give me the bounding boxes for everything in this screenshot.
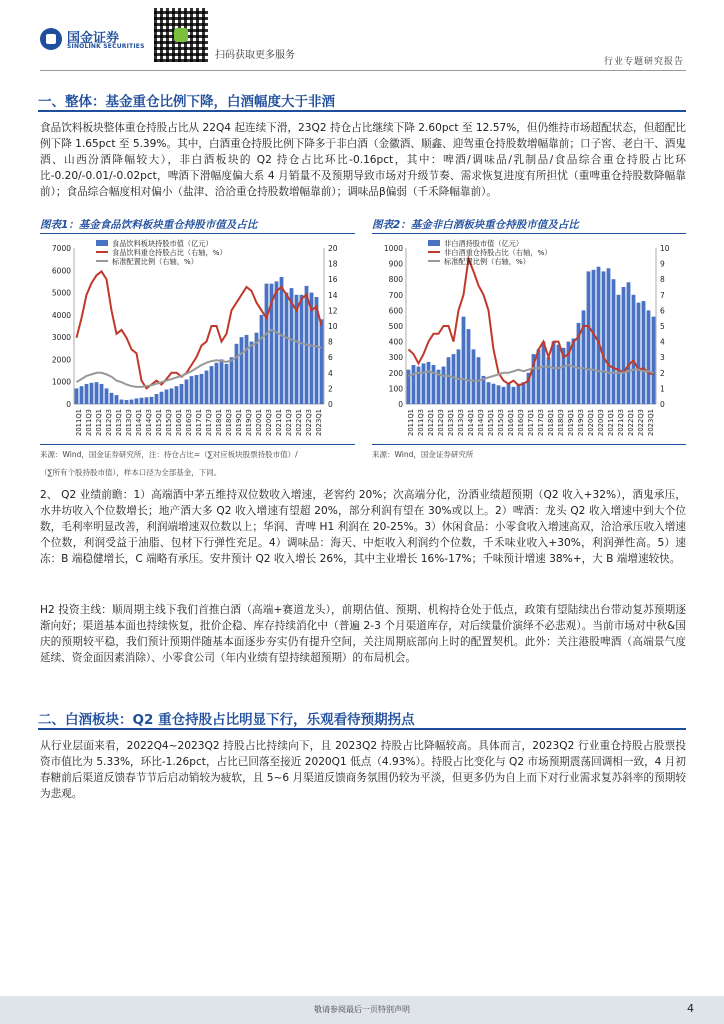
x-tick-label: 2018Q3 — [225, 409, 233, 436]
legend-label: 标准配置比例（右轴，%） — [444, 257, 530, 266]
x-tick-label: 2018Q3 — [557, 409, 565, 436]
chart-food-beverage — [38, 236, 356, 441]
y-tick-right: 18 — [328, 259, 338, 269]
x-tick-label: 2013Q1 — [115, 409, 123, 436]
legend-label: 标准配置比例（右轴，%） — [112, 257, 198, 266]
y-tick-left: 800 — [388, 275, 403, 285]
bar — [165, 390, 169, 404]
bar — [442, 367, 446, 404]
bar — [150, 397, 154, 404]
x-tick-label: 2011Q1 — [75, 409, 83, 436]
x-tick-label: 2023Q1 — [647, 409, 655, 436]
bar — [422, 363, 426, 404]
bar — [105, 388, 109, 404]
x-tick-label: 2020Q3 — [265, 409, 273, 436]
bar — [642, 301, 646, 404]
x-tick-label: 2014Q3 — [145, 409, 153, 436]
bar — [427, 362, 431, 404]
chart-non-baijiu — [370, 236, 688, 441]
y-tick-right: 1 — [660, 384, 665, 394]
x-tick-label: 2012Q1 — [427, 409, 435, 436]
x-tick-label: 2014Q1 — [467, 409, 475, 436]
legend-label: 食品饮料板块持股市值（亿元） — [112, 239, 213, 248]
x-tick-label: 2012Q1 — [95, 409, 103, 436]
logo-name-cn: 国金证券 — [67, 31, 120, 46]
bar — [622, 287, 626, 404]
bar — [462, 317, 466, 404]
x-tick-label: 2015Q1 — [487, 409, 495, 436]
y-tick-right: 0 — [328, 400, 333, 409]
legend-swatch — [96, 240, 108, 246]
bar — [280, 277, 284, 404]
bar — [130, 400, 134, 404]
x-tick-label: 2019Q3 — [577, 409, 585, 436]
x-tick-label: 2016Q3 — [185, 409, 193, 436]
bar — [522, 382, 526, 404]
y-tick-left: 7000 — [51, 244, 71, 253]
figure1-rule — [40, 233, 355, 234]
bar — [597, 267, 601, 404]
bar — [552, 342, 556, 404]
y-tick-left: 1000 — [383, 244, 403, 253]
y-tick-right: 0 — [660, 400, 665, 409]
y-tick-right: 8 — [328, 337, 333, 347]
logo-name-en: SINOLINK SECURITIES — [67, 43, 145, 50]
y-tick-left: 100 — [388, 384, 403, 394]
bar — [115, 395, 119, 404]
bar — [587, 271, 591, 404]
y-tick-right: 16 — [328, 275, 338, 285]
bar — [135, 398, 139, 404]
bar — [125, 400, 129, 404]
bar — [452, 354, 456, 404]
bar — [230, 357, 234, 404]
x-tick-label: 2015Q1 — [155, 409, 163, 436]
bar — [235, 344, 239, 404]
bar — [497, 385, 501, 404]
x-tick-label: 2012Q3 — [437, 409, 445, 436]
h2-strategy-paragraph: H2 投资主线：顺周期主线下我们首推白酒（高端+赛道龙头），前期估值、预期、机构持仓处于低点，政策有望陆续出台带动复苏预期逐渐向好；渠道基本面也持续恢复，批价企稳、库存持续消化中（普遍 2-3 个月渠道库存，对后续量价演绎不必悲观）。当前市场对中秋&国庆的预期较平稳，我们预计预期伴随基本面逐步夯实仍有提升空间，关注周期底部向上时的配置契机。此外：关注港股啤酒（高端景气度延续、资金面因素消除）、小零食公司（年内业绩有望持续超预期）的布局机会。 — [40, 604, 686, 664]
y-tick-left: 4000 — [51, 310, 71, 320]
bar — [607, 268, 611, 404]
y-tick-right: 9 — [660, 259, 665, 269]
bar — [602, 271, 606, 404]
y-tick-right: 5 — [660, 322, 665, 331]
x-tick-label: 2019Q1 — [235, 409, 243, 436]
bar — [75, 388, 79, 404]
bar — [472, 349, 476, 404]
section1-title: 一、整体：基金重仓比例下降，白酒幅度大于非酒 — [38, 94, 335, 110]
report-type: 行业专题研究报告 — [603, 57, 684, 67]
bar — [582, 310, 586, 404]
y-tick-right: 10 — [660, 244, 670, 253]
y-tick-right: 4 — [660, 337, 665, 347]
bar — [80, 386, 84, 404]
bar — [160, 392, 164, 404]
x-tick-label: 2016Q1 — [175, 409, 183, 436]
bar — [250, 342, 254, 404]
y-tick-right: 7 — [660, 290, 665, 300]
bar — [412, 365, 416, 404]
bar — [647, 310, 651, 404]
x-tick-label: 2013Q3 — [457, 409, 465, 436]
bar — [210, 366, 214, 404]
bar — [170, 388, 174, 404]
y-tick-right: 12 — [328, 306, 338, 316]
figure2-rule — [372, 233, 686, 234]
x-tick-label: 2021Q3 — [285, 409, 293, 436]
y-tick-left: 3000 — [51, 333, 71, 343]
y-tick-left: 0 — [66, 400, 71, 409]
bar — [190, 376, 194, 404]
y-tick-left: 1000 — [51, 377, 71, 387]
y-tick-left: 2000 — [51, 355, 71, 365]
x-tick-label: 2022Q1 — [627, 409, 635, 436]
x-tick-label: 2020Q1 — [587, 409, 595, 436]
bar — [542, 342, 546, 404]
bar — [432, 365, 436, 404]
bar — [612, 279, 616, 404]
x-tick-label: 2023Q1 — [315, 409, 323, 436]
x-tick-label: 2017Q1 — [527, 409, 535, 436]
bar — [300, 295, 304, 404]
x-tick-label: 2019Q1 — [567, 409, 575, 436]
bar — [652, 317, 656, 404]
bar — [95, 382, 99, 404]
bar — [85, 384, 89, 404]
bar — [185, 379, 189, 404]
section2-rule — [38, 728, 686, 730]
bar — [557, 345, 561, 404]
bar — [140, 398, 144, 404]
bar — [215, 363, 219, 404]
x-tick-label: 2011Q3 — [417, 409, 425, 436]
x-tick-label: 2022Q1 — [295, 409, 303, 436]
y-tick-right: 2 — [660, 368, 665, 378]
y-tick-right: 20 — [328, 244, 338, 253]
bar — [205, 371, 209, 404]
x-tick-label: 2012Q3 — [105, 409, 113, 436]
x-tick-label: 2017Q1 — [195, 409, 203, 436]
y-tick-left: 600 — [388, 306, 403, 316]
y-tick-right: 8 — [660, 275, 665, 285]
bar — [200, 374, 204, 404]
x-tick-label: 2015Q3 — [165, 409, 173, 436]
figure1-title: 图表1：基金食品饮料板块重仓持股市值及占比 — [40, 219, 258, 231]
bar — [502, 387, 506, 404]
legend-label: 食品饮料重仓持股占比（右轴，%） — [112, 248, 227, 257]
bar — [467, 329, 471, 404]
logo-icon — [40, 28, 62, 50]
bar — [110, 393, 114, 404]
bar — [507, 384, 511, 404]
y-tick-left: 6000 — [51, 266, 71, 276]
y-tick-left: 700 — [388, 290, 403, 300]
figure1-note: （∑所有个股持股市值），样本口径为全部基金，下同。 — [40, 468, 222, 477]
bar — [90, 383, 94, 404]
x-tick-label: 2021Q3 — [617, 409, 625, 436]
bar — [512, 387, 516, 404]
x-tick-label: 2020Q3 — [597, 409, 605, 436]
x-tick-label: 2013Q1 — [447, 409, 455, 436]
bar — [180, 384, 184, 404]
y-tick-right: 10 — [328, 322, 338, 331]
figure2-title: 图表2：基金非白酒板块重仓持股市值及占比 — [372, 219, 579, 231]
bar — [275, 281, 279, 404]
q2-preview-paragraph: 2、 Q2 业绩前瞻：1）高端酒中茅五维持双位数收入增速，老窖约 20%；次高端分化，汾酒业绩超预期（Q2 收入+32%），酒鬼承压，水井坊收入个位数增长；地产酒大多 Q2 收入增速有望超 20%，部分利润有望在 30%或以上。2）啤酒：龙头 Q2 收入增速中到大个位数，毛利率明显改善，利润端增速双位数以上；华润、青啤 H1 利润在 20-25%。3）休闲食品：小零食收入增速高双，洽洽承压收入增速个位数，利润受益于油脂、包材下行弹性充足。4）调味品：海天、中炬收入利润约个位数，千禾味业收入+30%，利润弹性高。5）速冻：B 端稳健增长，C 端略有承压。安井预计 Q2 收入增长 26%，其中主业增长 16%-17%；千味预计增速 38%+，大 B 端增速较快。 — [40, 489, 686, 565]
bar — [145, 397, 149, 404]
x-tick-label: 2017Q3 — [537, 409, 545, 436]
bar — [537, 349, 541, 404]
bar — [487, 382, 491, 404]
bar — [245, 335, 249, 404]
bar — [225, 364, 229, 404]
section1-paragraph: 食品饮料板块整体重仓持股占比从 22Q4 起连续下滑，23Q2 持仓占比继续下降 2.60pct 至 12.57%，但仍维持市场超配状态，但超配比例下降 1.65pct 至 5.39%。其中，白酒重仓持股比例下降多于非白酒（金徽酒、顺鑫、迎驾重仓持股数增幅靠前；口子窖、老白干、酒鬼酒、山西汾酒降幅较大），非白酒板块的 Q2 持仓占比环比-0.16pct，其中：啤酒/调味品/乳制品/食品综合重仓持股占比环比-0.20/-0.01/-0.02pct，啤酒下滑幅度偏大系 4 月销量不及预期导致市场对升级节奏、需求恢复进度有所担忧（重啤重仓持股数降幅靠前）；食品综合幅度相对偏小（盐津、洽洽重仓持股数增幅靠前）；调味品β偏弱（千禾降幅靠前）。 — [40, 122, 686, 198]
section2-title: 二、白酒板块：Q2 重仓持股占比明显下行，乐观看待预期拐点 — [38, 712, 415, 728]
bar — [447, 357, 451, 404]
x-tick-label: 2021Q1 — [275, 409, 283, 436]
x-tick-label: 2022Q3 — [637, 409, 645, 436]
x-tick-label: 2022Q3 — [305, 409, 313, 436]
figure1-source: 来源：Wind，国金证券研究所，注：持仓占比=（∑对应板块股票持股市值）/ — [40, 450, 298, 459]
bar — [632, 295, 636, 404]
qr-caption: 扫码获取更多服务 — [215, 50, 295, 61]
section2-paragraph: 从行业层面来看，2022Q4~2023Q2 持股占比持续向下，且 2023Q2 持股占比降幅较高。具体而言，2023Q2 行业重仓持股占股票投资市值比为 5.33%，环比-1.26pct，占比已回落至接近 2020Q1 低点（4.93%）。持股占比变化与 Q2 市场预期震荡回调相一致，4 月初春糖前后渠道反馈春节节后启动销较为疲软，且 5~6 月渠道反馈商务氛围仍较为平淡，但更多仍为自上而下对行业需求复苏斜率的预期较为悲观。 — [40, 740, 686, 800]
page-footer — [0, 996, 724, 1024]
y-tick-left: 200 — [388, 368, 403, 378]
bar — [175, 386, 179, 404]
legend-label: 非白酒持股市值（亿元） — [444, 239, 524, 248]
y-tick-right: 14 — [328, 290, 338, 300]
x-tick-label: 2016Q1 — [507, 409, 515, 436]
bar — [492, 384, 496, 404]
bar — [627, 282, 631, 404]
bar — [155, 394, 159, 404]
bar — [457, 349, 461, 404]
x-tick-label: 2017Q3 — [205, 409, 213, 436]
bar — [220, 359, 224, 404]
y-tick-right: 3 — [660, 353, 665, 363]
y-tick-left: 500 — [388, 322, 403, 331]
figure2-source: 来源：Wind，国金证券研究所 — [372, 450, 474, 459]
x-tick-label: 2019Q3 — [245, 409, 253, 436]
x-tick-label: 2014Q1 — [135, 409, 143, 436]
bar — [260, 315, 264, 404]
header-divider — [40, 70, 686, 71]
bar — [240, 337, 244, 404]
x-tick-label: 2016Q3 — [517, 409, 525, 436]
figure1-bottom-rule — [40, 444, 355, 445]
legend-label: 非白酒重仓持股占比（右轴，%） — [444, 248, 552, 257]
wechat-icon — [174, 28, 188, 42]
bar — [617, 295, 621, 404]
bar — [265, 284, 269, 404]
y-tick-left: 400 — [388, 337, 403, 347]
y-tick-right: 6 — [328, 353, 333, 363]
bar — [572, 338, 576, 404]
bar — [120, 400, 124, 404]
bar — [517, 384, 521, 404]
x-tick-label: 2013Q3 — [125, 409, 133, 436]
y-tick-left: 300 — [388, 353, 403, 363]
x-tick-label: 2011Q3 — [85, 409, 93, 436]
y-tick-left: 900 — [388, 259, 403, 269]
bar — [547, 357, 551, 404]
x-tick-label: 2021Q1 — [607, 409, 615, 436]
bar — [320, 319, 324, 404]
y-tick-right: 4 — [328, 368, 333, 378]
bar — [100, 384, 104, 404]
y-tick-left: 5000 — [51, 288, 71, 298]
disclaimer-note: 敬请参阅最后一页特别声明 — [314, 1005, 410, 1014]
y-tick-right: 2 — [328, 384, 333, 394]
section1-rule — [38, 110, 686, 112]
y-tick-right: 6 — [660, 306, 665, 316]
x-tick-label: 2014Q3 — [477, 409, 485, 436]
figure2-bottom-rule — [372, 444, 686, 445]
bar — [637, 303, 641, 404]
x-tick-label: 2018Q1 — [215, 409, 223, 436]
bar — [195, 375, 199, 404]
legend-swatch — [428, 240, 440, 246]
page-number: 4 — [687, 1002, 694, 1015]
x-tick-label: 2020Q1 — [255, 409, 263, 436]
y-tick-left: 0 — [398, 400, 403, 409]
x-tick-label: 2015Q3 — [497, 409, 505, 436]
bar — [285, 293, 289, 404]
sinolink-logo — [40, 26, 144, 52]
x-tick-label: 2011Q1 — [407, 409, 415, 436]
x-tick-label: 2018Q1 — [547, 409, 555, 436]
page-header — [0, 0, 724, 72]
